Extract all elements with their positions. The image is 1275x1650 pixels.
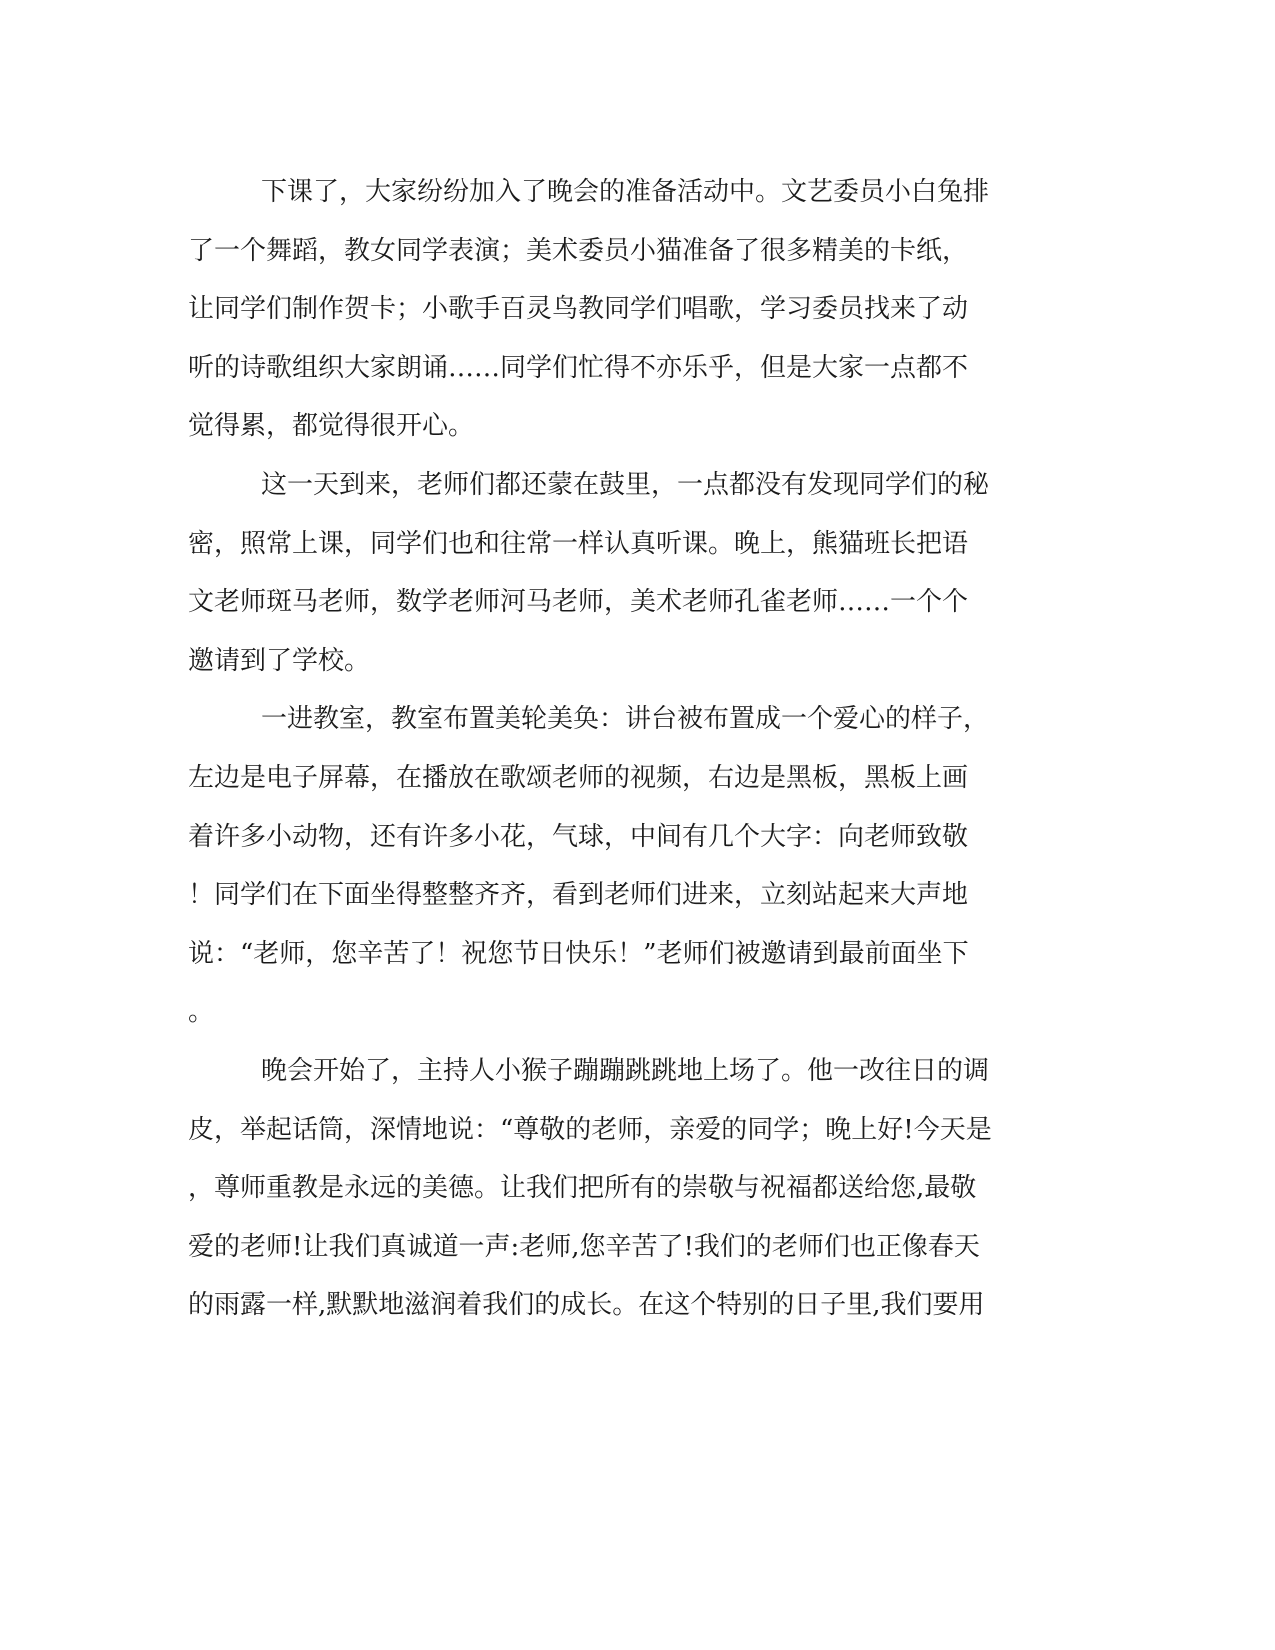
paragraph-4-line-1: 晚会开始了，主持人小猴子蹦蹦跳跳地上场了。他一改往日的调 [261,1055,990,1086]
paragraph-2-line-1: 这一天到来，老师们都还蒙在鼓里，一点都没有发现同学们的秘 [261,469,990,500]
paragraph-3-line-5: 说：“老师，您辛苦了！祝您节日快乐！”老师们被邀请到最前面坐下 [188,938,969,969]
document-body [188,163,1068,1335]
paragraph-1-line-3: 让同学们制作贺卡；小歌手百灵鸟教同学们唱歌，学习委员找来了动 [188,294,969,325]
paragraph-4-line-2: 皮，举起话筒，深情地说：“尊敬的老师，亲爱的同学；晚上好!今天是 [188,1114,992,1145]
paragraph-1-line-1: 下课了，大家纷纷加入了晚会的准备活动中。文艺委员小白兔排 [261,177,990,207]
paragraph-4-line-4: 爱的老师!让我们真诚道一声:老师,您辛苦了!我们的老师们也正像春天 [188,1231,980,1262]
paragraph-3-line-3: 着许多小动物，还有许多小花，气球，中间有几个大字：向老师致敬 [188,821,969,852]
paragraph-2-line-2: 密，照常上课，同学们也和往常一样认真听课。晚上，熊猫班长把语 [188,528,969,559]
paragraph-1-line-2: 了一个舞蹈，教女同学表演；美术委员小猫准备了很多精美的卡纸， [188,235,969,266]
paragraph-3-line-6: 。 [188,997,215,1028]
paragraph-3-line-2: 左边是电子屏幕，在播放在歌颂老师的视频，右边是黑板，黑板上画 [188,762,969,793]
paragraph-1-line-4: 听的诗歌组织大家朗诵……同学们忙得不亦乐乎，但是大家一点都不 [188,352,969,383]
paragraph-2-line-4: 邀请到了学校。 [188,645,371,676]
paragraph-2-line-3: 文老师斑马老师，数学老师河马老师，美术老师孔雀老师……一个个 [188,587,969,618]
paragraph-1-line-5: 觉得累，都觉得很开心。 [188,411,475,442]
paragraph-4-line-5: 的雨露一样,默默地滋润着我们的成长。在这个特别的日子里,我们要用 [188,1290,985,1321]
paragraph-3-line-4: ！同学们在下面坐得整整齐齐，看到老师们进来，立刻站起来大声地 [188,880,969,911]
paragraph-4-line-3: ，尊师重教是永远的美德。让我们把所有的崇敬与祝福都送给您,最敬 [188,1173,977,1204]
paragraph-3-line-1: 一进教室，教室布置美轮美奂：讲台被布置成一个爱心的样子， [261,704,990,735]
